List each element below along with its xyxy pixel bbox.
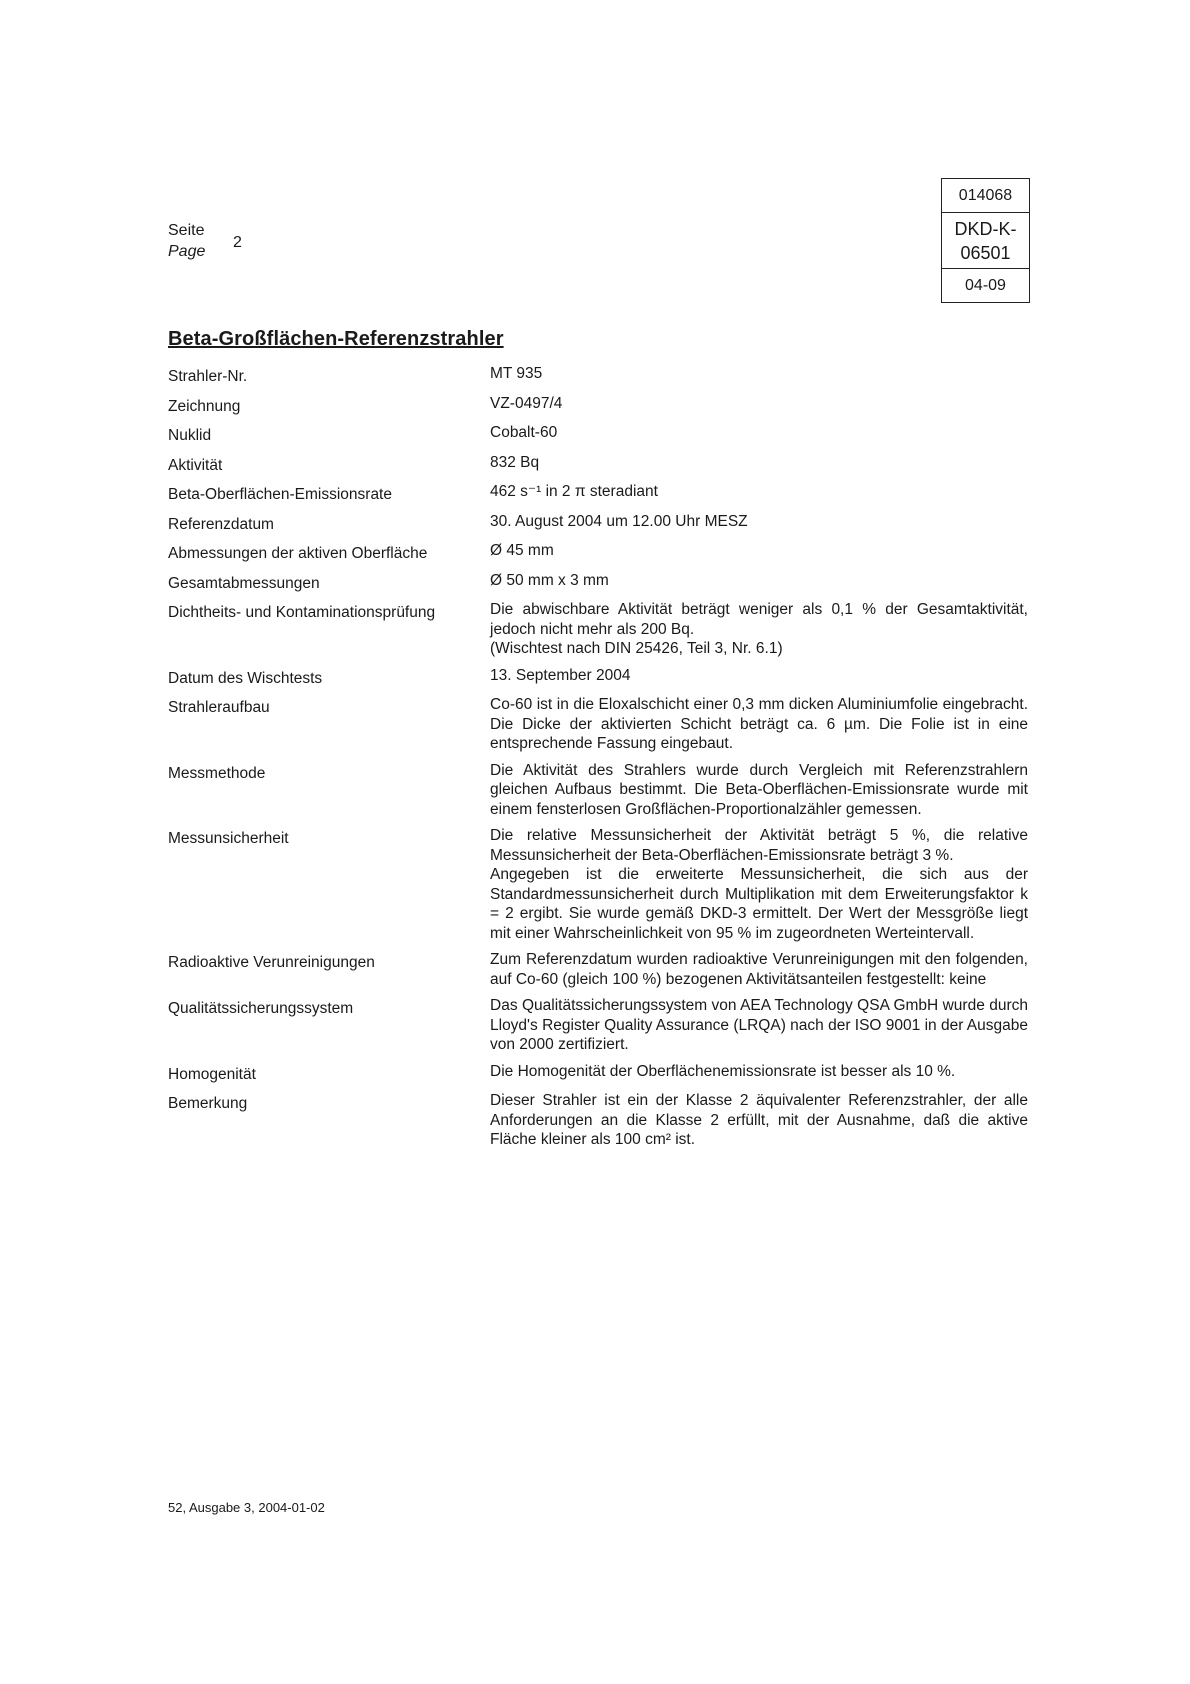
certificate-date: 04-09: [965, 277, 1006, 294]
property-label: Homogenität: [168, 1065, 256, 1083]
property-value-paragraph: 832 Bq: [490, 453, 540, 471]
property-value-paragraph: (Wischtest nach DIN 25426, Teil 3, Nr. 6.1): [490, 640, 783, 657]
property-row: [168, 541, 1028, 564]
property-value-paragraph: Dieser Strahler ist ein der Klasse 2 äquivalenter Referenzstrahler, der alle Anforderungen an die Klasse 2 erfüllt, mit der Ausnahme, daß die aktive Fläche kleiner als 100 cm² ist.: [490, 1092, 1028, 1148]
property-row: [168, 996, 1028, 1055]
property-value-paragraph: Die abwischbare Aktivität beträgt weniger als 0,1 % der Gesamtaktivität, jedoch nicht mehr als 200 Bq.: [490, 601, 1028, 638]
calibration-lab-line1: DKD-K-: [954, 219, 1017, 239]
property-value: [490, 423, 1028, 446]
property-label: Beta-Oberflächen-Emissionsrate: [168, 486, 392, 503]
property-label: Strahler-Nr.: [168, 368, 248, 385]
certificate-box: [941, 178, 1030, 303]
page-label: [168, 220, 205, 262]
property-row: [168, 453, 1028, 476]
calibration-lab-id: [942, 213, 1029, 269]
property-value-paragraph: VZ-0497/4: [490, 394, 563, 412]
property-value: [490, 1091, 1028, 1150]
property-value: [490, 666, 1028, 689]
property-row: [168, 600, 1028, 659]
property-label: Aktivität: [168, 456, 223, 474]
property-row: [168, 482, 1028, 505]
property-value: [490, 571, 1028, 594]
property-row: [168, 364, 1028, 387]
property-row: [168, 1091, 1028, 1150]
property-label: Messmethode: [168, 764, 266, 782]
property-value-paragraph: 462 s⁻¹ in 2 π steradiant: [490, 483, 658, 500]
property-label: Gesamtabmessungen: [168, 574, 320, 592]
property-row: [168, 423, 1028, 446]
document-title: Beta-Großflächen-Referenzstrahler: [168, 328, 504, 350]
property-value-paragraph: 13. September 2004: [490, 666, 631, 684]
property-value: [490, 600, 1028, 659]
page-label-de: Seite: [168, 222, 205, 239]
property-value-paragraph: Das Qualitätssicherungssystem von AEA Technology QSA GmbH wurde durch Lloyd's Register Quality Assurance (LRQA) nach der ISO 9001 in der Ausgabe von 2000 zertifiziert.: [490, 997, 1028, 1053]
property-label: Bemerkung: [168, 1095, 248, 1112]
property-value: [490, 364, 1028, 387]
property-label: Zeichnung: [168, 397, 241, 415]
property-value-paragraph: Ø 45 mm: [490, 542, 554, 559]
property-label: Dichtheits- und Kontaminationsprüfung: [168, 604, 436, 621]
property-label: Datum des Wischtests: [168, 669, 323, 687]
property-row: [168, 695, 1028, 754]
property-row: [168, 571, 1028, 594]
property-value-paragraph: Die relative Messunsicherheit der Aktivität beträgt 5 %, die relative Messunsicherheit der Beta-Oberflächen-Emissionsrate beträgt 3 %.: [490, 827, 1028, 864]
property-value: [490, 1062, 1028, 1085]
property-row: [168, 950, 1028, 989]
property-value: [490, 761, 1028, 820]
property-value-paragraph: Zum Referenzdatum wurden radioaktive Verunreinigungen mit den folgenden, auf Co-60 (gleich 100 %) bezogenen Aktivitätsanteilen festgestellt: keine: [490, 951, 1028, 988]
property-row: [168, 1062, 1028, 1085]
property-value: [490, 394, 1028, 417]
property-label: Qualitätssicherungssystem: [168, 1000, 354, 1017]
certificate-number: 014068: [942, 179, 1029, 213]
property-value-paragraph: 30. August 2004 um 12.00 Uhr MESZ: [490, 512, 748, 530]
property-value: [490, 826, 1028, 943]
property-value: [490, 996, 1028, 1055]
property-value-paragraph: Co-60 ist in die Eloxalschicht einer 0,3 mm dicken Aluminiumfolie eingebracht. Die Dicke der aktivierten Schicht beträgt ca. 6 µm. Die Folie ist in eine entsprechende Fassung eingebaut.: [490, 696, 1028, 752]
property-value-paragraph: MT 935: [490, 365, 543, 382]
property-label: Messunsicherheit: [168, 830, 289, 847]
property-label: Strahleraufbau: [168, 699, 270, 716]
property-value: [490, 512, 1028, 535]
property-value: [490, 541, 1028, 564]
property-value-paragraph: Die Aktivität des Strahlers wurde durch Vergleich mit Referenzstrahlern gleichen Aufbaus bestimmt. Die Beta-Oberflächen-Emissionsrate wurde mit einem fensterlosen Großflächen-Proportionalzähler gemessen.: [490, 761, 1028, 818]
property-value: [490, 695, 1028, 754]
property-value: [490, 950, 1028, 989]
property-label: Abmessungen der aktiven Oberfläche: [168, 545, 428, 562]
property-label: Nuklid: [168, 427, 212, 444]
property-value-paragraph: Die Homogenität der Oberflächenemissionsrate ist besser als 10 %.: [490, 1062, 956, 1080]
property-value-paragraph: Angegeben ist die erweiterte Messunsicherheit, die sich aus der Standardmessunsicherheit durch Multiplikation mit dem Erweiterungsfaktor k = 2 ergibt. Sie wurde gemäß DKD-3 ermittelt. Der Wert der Messgröße liegt mit einer Wahrscheinlichkeit von 95 % im zugeordneten Werteintervall.: [490, 866, 1028, 942]
property-row: [168, 512, 1028, 535]
property-label: Radioaktive Verunreinigungen: [168, 954, 375, 971]
property-value: [490, 453, 1028, 476]
property-label: Referenzdatum: [168, 515, 274, 533]
page-label-en: Page: [168, 243, 206, 260]
properties-table: [168, 364, 1028, 1157]
page-number: 2: [233, 234, 242, 251]
footer-edition: 52, Ausgabe 3, 2004-01-02: [168, 1500, 325, 1515]
property-row: [168, 761, 1028, 820]
property-row: [168, 826, 1028, 943]
calibration-lab-line2: 06501: [960, 243, 1011, 263]
property-value: [490, 482, 1028, 505]
property-value-paragraph: Ø 50 mm x 3 mm: [490, 571, 609, 589]
property-row: [168, 394, 1028, 417]
property-value-paragraph: Cobalt-60: [490, 424, 558, 441]
property-row: [168, 666, 1028, 689]
